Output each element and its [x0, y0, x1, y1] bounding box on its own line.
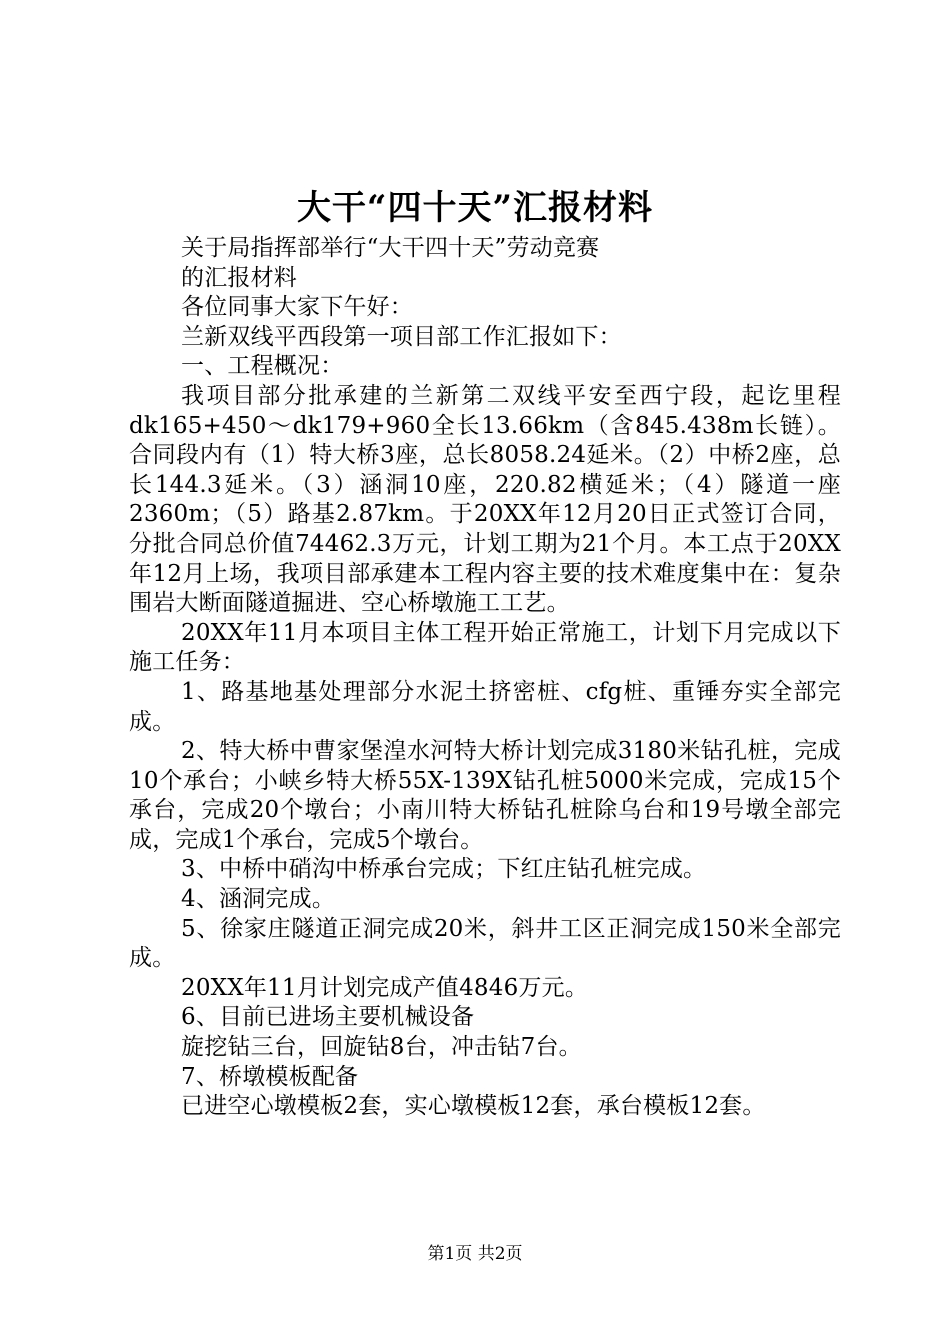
document-body [129, 234, 841, 1122]
list-item-3: 3、中桥中硝沟中桥承台完成；下红庄钻孔桩完成。 [181, 856, 707, 883]
paragraph-greeting: 各位同事大家下午好： [181, 294, 413, 321]
list-item-2: 2、特大桥中曹家堡湟水河特大桥计划完成3180米钻孔桩，完成10个承台；小峡乡特大桥55X-139X钻孔桩5000米完成，完成15个承台，完成20个墩台；小南川特大桥钻孔桩除乌台和19号墩全部完成，完成1个承台，完成5个墩台。 [129, 738, 841, 853]
paragraph-plan: 20XX年11月本项目主体工程开始正常施工，计划下月完成以下施工任务： [129, 619, 841, 676]
page-footer: 第1页 共2页 [427, 1244, 523, 1264]
paragraph-heading-line-1: 关于局指挥部举行“大干四十天”劳动竞赛 [181, 235, 600, 261]
list-item-5: 5、徐家庄隧道正洞完成20米，斜井工区正洞完成150米全部完成。 [129, 915, 841, 972]
list-item-1: 1、路基地基处理部分水泥土挤密桩、cfg桩、重锤夯实全部完成。 [129, 678, 841, 735]
list-item-4: 4、涵洞完成。 [181, 886, 336, 913]
section-heading-overview: 一、工程概况： [181, 353, 344, 380]
list-item-6: 6、目前已进场主要机械设备 [181, 1004, 475, 1031]
list-item-7: 7、桥墩模板配备 [181, 1063, 359, 1090]
paragraph-formwork: 已进空心墩模板2套，实心墩模板12套，承台模板12套。 [181, 1093, 766, 1120]
document-title: 大干“四十天”汇报材料 [296, 188, 654, 228]
paragraph-heading-line-2: 的汇报材料 [181, 264, 297, 291]
paragraph-intro: 兰新双线平西段第一项目部工作汇报如下： [181, 323, 622, 350]
paragraph-equipment: 旋挖钻三台，回旋钻8台，冲击钻7台。 [181, 1034, 582, 1061]
paragraph-overview: 我项目部分批承建的兰新第二双线平安至西宁段，起讫里程dk165+450～dk179+960全长13.66km（含845.438m长链）。合同段内有（1）特大桥3座，总长8058.24延米。（2）中桥2座，总长144.3延米。（3）涵洞10座，220.82横延米；（4）隧道一座2360m；（5）路基2.87km。于20XX年12月20日正式签订合同，分批合同总价值74462.3万元，计划工期为21个月。本工点于20XX年12月上场，我项目部承建本工程内容主要的技术难度集中在：复杂围岩大断面隧道掘进、空心桥墩施工工艺。 [129, 382, 841, 617]
paragraph-output: 20XX年11月计划完成产值4846万元。 [181, 974, 589, 1001]
